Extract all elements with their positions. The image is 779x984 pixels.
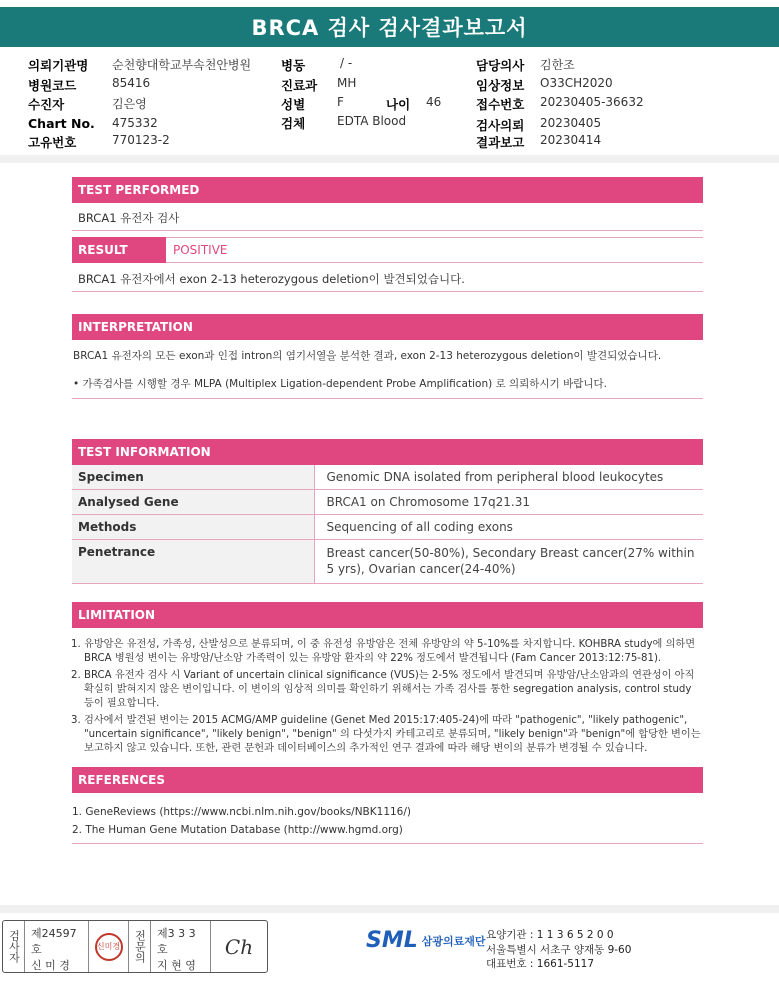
doctor-value: 김한조: [540, 58, 575, 72]
department-label: 진료과: [281, 78, 318, 93]
patient-name-value: 김은영: [112, 97, 147, 111]
specimen-type-value: EDTA Blood: [337, 114, 407, 128]
limitation-item: 3. 검사에서 발견된 변이는 2015 ACMG/AMP guideline (Genet Med 2015:17:405-24)에 따라 "pathogenic", "likely pathogenic", "uncertain significance", "likely benign", "benign" 의 다섯가지 카테고리로 분류되며, "likely benign"과 "benign"에 합당한 변이는 보고하지 않고 있습니다. 또한, 관련 문헌과 데이터베이스의 추가적인 연구 결과에 따라 해당 변이의 분류가 변경될 수 있습니다.: [84, 714, 703, 756]
interpretation-note: • 가족검사를 시행할 경우 MLPA (Multiplex Ligation-dependent Probe Amplification) 로 의뢰하시기 바랍니다.: [73, 378, 607, 390]
age-value: 46: [426, 95, 442, 109]
table-row: [72, 515, 703, 540]
divider-line: [72, 398, 703, 399]
receipt-no-value: 20230405-36632: [540, 95, 644, 109]
result-row: [72, 237, 703, 263]
clinical-info-label: 임상정보: [476, 78, 525, 93]
examiner-name: 신 미 경: [31, 959, 70, 972]
examiner-label: 검사자: [3, 921, 25, 972]
lab-phone: 대표번호 : 1661-5117: [486, 958, 595, 970]
lab-address: 서울특별시 서초구 양재동 9-60: [486, 943, 632, 956]
lab-name: 삼광의료재단: [421, 934, 486, 948]
request-date-label: 검사의뢰: [476, 118, 525, 133]
limitation-heading: LIMITATION: [72, 602, 703, 628]
divider-line: [72, 843, 703, 844]
lab-logo: [366, 928, 486, 953]
unique-id-label: 고유번호: [28, 135, 77, 150]
table-value: Breast cancer(50-80%), Secondary Breast cancer(27% within 5 yrs), Ovarian cancer(24-40%): [314, 540, 703, 584]
result-label: RESULT: [72, 237, 166, 263]
report-date-label: 결과보고: [476, 135, 525, 150]
result-value: POSITIVE: [166, 237, 703, 263]
examiner-cell: [25, 921, 89, 972]
chart-no-value: 475332: [112, 116, 158, 130]
hospital-code-label: 병원코드: [28, 78, 77, 93]
sml-logo-text: SML: [366, 928, 418, 953]
sex-label: 성별: [281, 97, 306, 112]
table-row: [72, 465, 703, 490]
chart-no-label: Chart No.: [28, 116, 95, 131]
interpretation-heading: INTERPRETATION: [72, 314, 703, 340]
examiner-stamp-cell: [89, 921, 129, 972]
divider-line: [72, 291, 703, 292]
reference-item: 1. GeneReviews (https://www.ncbi.nlm.nih.gov/books/NBK1116/): [72, 806, 411, 818]
unique-id-value: 770123-2: [112, 133, 170, 147]
sex-value: F: [337, 95, 344, 109]
test-performed-value: BRCA1 유전자 검사: [78, 211, 180, 225]
specialist-name: 지 현 영: [157, 959, 196, 972]
references-heading: REFERENCES: [72, 767, 703, 793]
result-detail: BRCA1 유전자에서 exon 2-13 heterozygous deletion이 발견되었습니다.: [78, 272, 465, 286]
report-date-value: 20230414: [540, 133, 602, 147]
age-label: 나이: [386, 97, 411, 112]
receipt-no-label: 접수번호: [476, 97, 525, 112]
specialist-license: 제3 3 3 호: [157, 927, 196, 956]
patient-name-label: 수진자: [28, 97, 65, 112]
signature: Ch: [224, 934, 254, 959]
limitation-item: 1. 유방암은 유전성, 가족성, 산발성으로 분류되며, 이 중 유전성 유방암은 전체 유방암의 약 5-10%를 차지합니다. KOHBRA study에 의하면 BRCA 병원성 변이는 유방암/난소암 가족력이 있는 유방암 환자의 약 22% 정도에서 발견됩니다 (Fam Cancer 2013:12:75-81).: [84, 638, 703, 666]
department-value: MH: [337, 76, 357, 90]
divider-line: [72, 230, 703, 231]
limitation-list: [72, 638, 703, 759]
table-key: Specimen: [72, 465, 314, 490]
test-performed-heading: TEST PERFORMED: [72, 177, 703, 203]
ward-label: 병동: [281, 58, 306, 73]
table-value: Sequencing of all coding exons: [314, 515, 703, 540]
lab-info: [486, 928, 631, 972]
signature-box: [2, 920, 268, 973]
clinical-info-value: O33CH2020: [540, 76, 613, 90]
request-date-value: 20230405: [540, 116, 602, 130]
table-row: [72, 490, 703, 515]
table-value: BRCA1 on Chromosome 17q21.31: [314, 490, 703, 515]
seal-stamp: 신미경: [95, 933, 123, 961]
hospital-name-label: 의뢰기관명: [28, 58, 89, 73]
reference-item: 2. The Human Gene Mutation Database (http://www.hgmd.org): [72, 824, 403, 836]
hospital-code-value: 85416: [112, 76, 151, 90]
footer-divider: [0, 905, 779, 913]
header-divider: [0, 155, 779, 163]
test-information-table: [72, 465, 703, 584]
table-key: Methods: [72, 515, 314, 540]
specialist-label: 전문의: [129, 921, 151, 972]
test-information-heading: TEST INFORMATION: [72, 439, 703, 465]
specialist-cell: [151, 921, 211, 972]
hospital-name-value: 순천향대학교부속천안병원: [112, 58, 252, 72]
limitation-item: 2. BRCA 유전자 검사 시 Variant of uncertain clinical significance (VUS)는 2-5% 정도에서 발견되며 유방암/난소암과의 연관성이 아직 확실히 밝혀지지 않은 변이입니다. 이 변이의 임상적 의미를 확인하기 위해서는 가족 검사를 통한 segregation analysis, control study 등이 필요합니다.: [84, 669, 703, 711]
patient-info-header: [0, 52, 779, 152]
report-title: BRCA 검사 검사결과보고서: [0, 7, 779, 47]
institution-code: 요양기관 : 1 1 3 6 5 2 0 0: [486, 929, 614, 941]
interpretation-text: BRCA1 유전자의 모든 exon과 인접 intron의 염기서열을 분석한 결과, exon 2-13 heterozygous deletion이 발견되었습니다.: [73, 350, 662, 362]
examiner-license: 제24597호: [31, 927, 77, 956]
table-row: [72, 540, 703, 584]
specimen-type-label: 검체: [281, 116, 306, 131]
table-key: Analysed Gene: [72, 490, 314, 515]
ward-value: / -: [340, 56, 353, 70]
doctor-label: 담당의사: [476, 58, 525, 73]
table-value: Genomic DNA isolated from peripheral blood leukocytes: [314, 465, 703, 490]
references-list: [72, 803, 411, 839]
table-key: Penetrance: [72, 540, 314, 584]
